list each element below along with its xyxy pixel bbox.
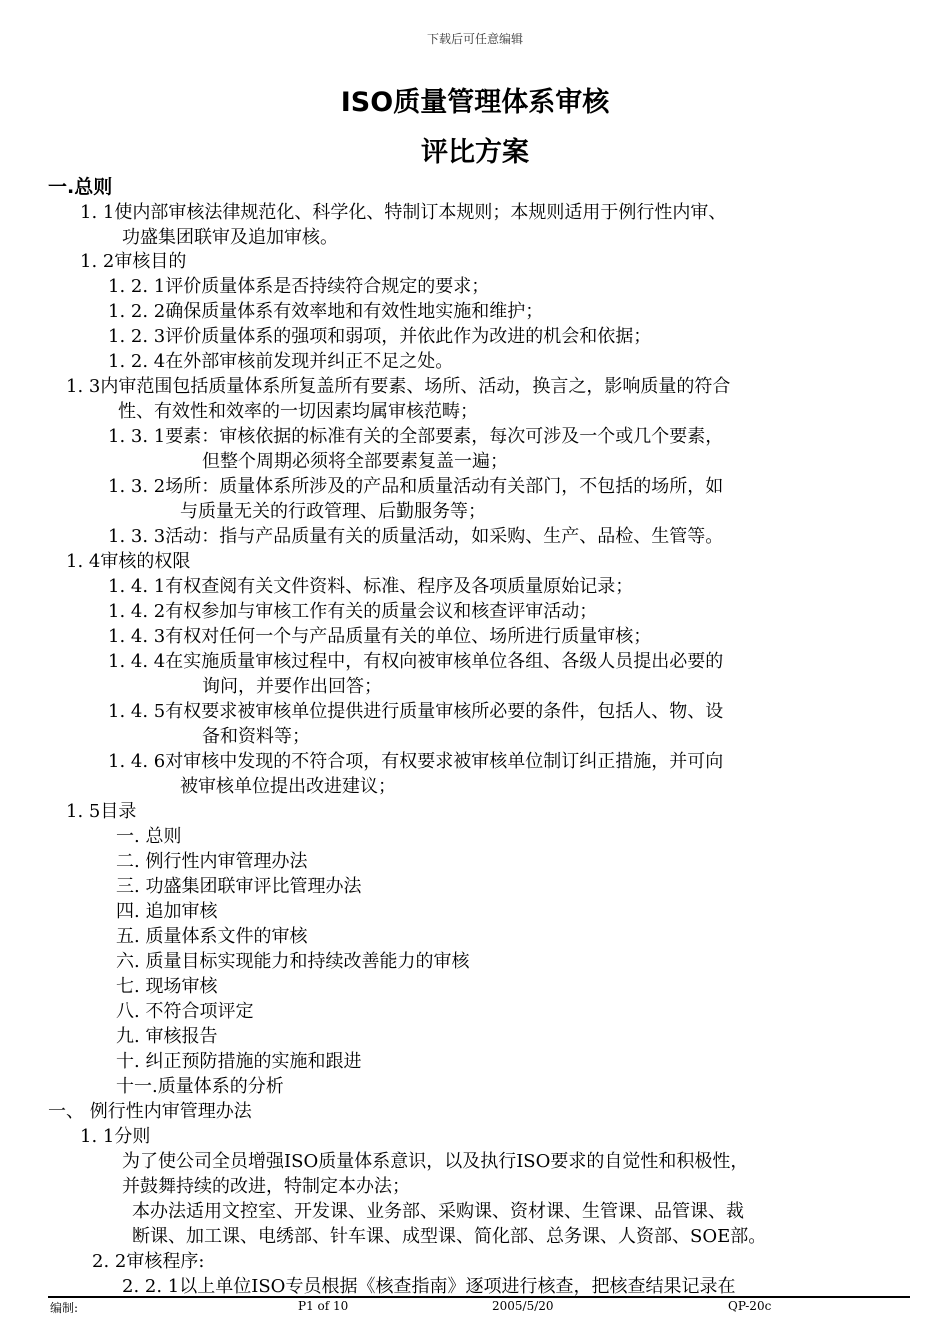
body-line: 备和资料等； [202, 726, 310, 747]
body-line: 一、 例行性内审管理办法 [48, 1101, 252, 1122]
body-line: 1. 4. 3有权对任何一个与产品质量有关的单位、场所进行质量审核； [108, 626, 652, 647]
document-subtitle: 评比方案 [421, 137, 529, 168]
body-line: 六. 质量目标实现能力和持续改善能力的审核 [116, 951, 470, 972]
body-line: 八. 不符合项评定 [116, 1001, 254, 1022]
body-line: 询问，并要作出回答； [202, 676, 382, 697]
body-line: 并鼓舞持续的改进，特制定本办法； [122, 1176, 410, 1197]
body-line: 为了使公司全员增强ISO质量体系意识，以及执行ISO要求的自觉性和积极性， [122, 1151, 749, 1172]
body-line: 1. 5目录 [66, 801, 137, 822]
document-title: ISO质量管理体系审核 [340, 87, 610, 118]
body-line: 1. 2. 3评价质量体系的强项和弱项，并依此作为改进的机会和依据； [108, 326, 652, 347]
section-heading: 一.总则 [48, 176, 113, 198]
body-line: 2. 2. 1以上单位ISO专员根据《核查指南》逐项进行核查，把核查结果记录在 [122, 1276, 736, 1297]
footer-page: P1 of 10 [298, 1299, 349, 1313]
body-line: 被审核单位提出改进建议； [180, 776, 396, 797]
body-line: 1. 3内审范围包括质量体系所复盖所有要素、场所、活动，换言之，影响质量的符合 [66, 376, 731, 397]
footer-date: 2005/5/20 [492, 1299, 554, 1313]
body-line: 1. 1使内部审核法律规范化、科学化、特制订本规则；本规则适用于例行性内审、 [80, 202, 727, 223]
body-line: 1. 2审核目的 [80, 251, 187, 272]
body-line: 五. 质量体系文件的审核 [116, 926, 308, 947]
body-line: 1. 4. 1有权查阅有关文件资料、标准、程序及各项质量原始记录； [108, 576, 634, 597]
page-footer [48, 1296, 910, 1314]
body-line: 性、有效性和效率的一切因素均属审核范畴； [118, 401, 478, 422]
body-line: 但整个周期必须将全部要素复盖一遍； [202, 451, 508, 472]
body-line: 1. 2. 4在外部审核前发现并纠正不足之处。 [108, 351, 454, 372]
body-line: 一. 总则 [116, 826, 182, 847]
body-line: 断课、加工课、电绣部、针车课、成型课、简化部、总务课、人资部、SOE部。 [132, 1226, 767, 1247]
body-line: 1. 4审核的权限 [66, 551, 191, 572]
body-line: 1. 4. 5有权要求被审核单位提供进行质量审核所必要的条件，包括人、物、设 [108, 701, 724, 722]
footer-editor: 编制: [50, 1301, 79, 1315]
header-note: 下载后可任意编辑 [426, 32, 523, 46]
body-line: 功盛集团联审及追加审核。 [122, 227, 338, 248]
body-line: 1. 2. 2确保质量体系有效率地和有效性地实施和维护； [108, 301, 544, 322]
body-line: 与质量无关的行政管理、后勤服务等； [180, 501, 486, 522]
body-line: 三. 功盛集团联审评比管理办法 [116, 876, 362, 897]
body-line: 2. 2审核程序: [92, 1251, 205, 1272]
body-line: 四. 追加审核 [116, 901, 218, 922]
body-line: 十. 纠正预防措施的实施和跟进 [116, 1051, 362, 1072]
body-line: 1. 3. 1要素：审核依据的标准有关的全部要素，每次可涉及一个或几个要素， [108, 426, 724, 447]
body-line: 1. 3. 2场所：质量体系所涉及的产品和质量活动有关部门，不包括的场所，如 [108, 476, 724, 497]
body-line: 十一.质量体系的分析 [116, 1076, 284, 1097]
body-line: 1. 4. 2有权参加与审核工作有关的质量会议和核查评审活动； [108, 601, 598, 622]
body-line: 1. 3. 3活动：指与产品质量有关的质量活动，如采购、生产、品检、生管等。 [108, 526, 724, 547]
body-line: 本办法适用文控室、开发课、业务部、采购课、资材课、生管课、品管课、裁 [132, 1201, 744, 1222]
body-line: 1. 2. 1评价质量体系是否持续符合规定的要求； [108, 276, 490, 297]
body-line: 九. 审核报告 [116, 1026, 218, 1047]
body-line: 1. 4. 4在实施质量审核过程中，有权向被审核单位各组、各级人员提出必要的 [108, 651, 724, 672]
body-line: 1. 4. 6对审核中发现的不符合项，有权要求被审核单位制订纠正措施，并可向 [108, 751, 724, 772]
body-line: 1. 1分则 [80, 1126, 151, 1147]
body-line: 二. 例行性内审管理办法 [116, 851, 308, 872]
footer-code: QP-20c [728, 1299, 772, 1313]
body-line: 七. 现场审核 [116, 976, 218, 997]
